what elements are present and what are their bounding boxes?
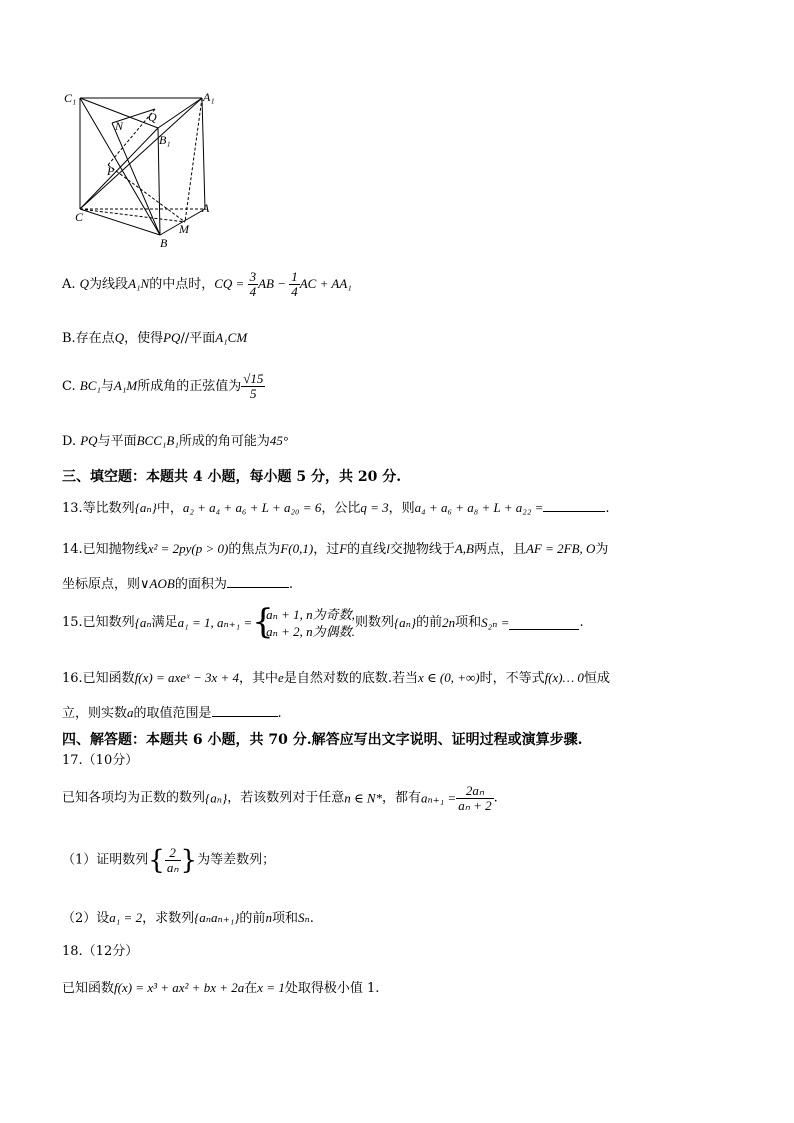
frac-1-4: $\frac{1}{4}$	[291, 269, 298, 299]
answer-blank-13[interactable]	[543, 499, 605, 512]
label-B: B	[160, 236, 168, 250]
question-17-score: 17.（10分）	[62, 753, 139, 768]
option-a: A. Q为线段A₁N的中点时，CQ = $\frac{3}{4}$ AB − $\frac{1}{4}$ AC + AA₁	[62, 269, 352, 299]
vector-cq: CQ	[214, 276, 233, 291]
question-16-line2: 立，则实数a的取值范围是 .	[62, 705, 282, 721]
question-15: 15.已知数列{aₙ满足a₁ = 1, aₙ₊₁ = { aₙ + 1, n为奇数, aₙ + 2, n为偶数. 则数列{aₙ}的前2n项和S₂ₙ = .	[62, 602, 584, 642]
option-c: C. BC₁与A₁M所成角的正弦值为 $\frac{√15}{5}$	[62, 371, 264, 401]
section3-title: 三、填空题：本题共 4 小题，每小题 5 分，共 20 分.	[62, 469, 402, 485]
frac-3-4: $\frac{3}{4}$	[249, 269, 257, 299]
prism-figure	[60, 85, 230, 255]
question-14-line2: 坐标原点，则∨AOB的面积为 .	[62, 576, 293, 592]
question-16: 16.已知函数f(x) = axeˣ − 3x + 4，其中e是自然对数的底数.若当x ∈ (0, +∞)时，不等式f(x)… 0恒成	[62, 670, 610, 686]
label-C1: C₁	[64, 91, 77, 105]
option-d: D. PQ与平面BCC₁B₁所成的角可能为45°	[62, 433, 289, 449]
option-b: B.存在点Q，使得PQ//平面A₁CM	[62, 330, 248, 346]
question-13: 13.等比数列{aₙ}中，a₂ + a₄ + a₆ + L + a₂₀ = 6，公比q = 3，则a₄ + a₆ + a₈ + L + a₂₂ = .	[62, 500, 610, 516]
label-B1: B₁	[159, 133, 171, 147]
question-18-stem: 已知函数f(x) = x³ + ax² + bx + 2a在x = 1处取得极小值 1.	[62, 980, 380, 996]
answer-blank-15[interactable]	[509, 617, 579, 630]
label-C: C	[75, 210, 84, 224]
question-17-part2: （2）设a₁ = 2，求数列{aₙaₙ₊₁}的前n项和Sₙ.	[62, 910, 314, 926]
question-18-score: 18.（12分）	[62, 944, 139, 959]
answer-blank-16[interactable]	[212, 704, 278, 717]
label-Q: Q	[148, 110, 157, 124]
frac-2-over-an: $\frac{2}{\text{aₙ}}$	[166, 845, 179, 875]
recurrence-fraction: $\frac{\text{2aₙ}}{\text{aₙ + 2}}$	[458, 783, 492, 813]
answer-blank-14[interactable]	[227, 575, 289, 588]
label-P: P	[107, 164, 115, 178]
piecewise-definition: { aₙ + 1, n为奇数, aₙ + 2, n为偶数.	[252, 602, 355, 642]
question-14: 14.已知抛物线x² = 2py(p > 0)的焦点为F(0,1)，过F的直线l交抛物线于A,B两点，且AF = 2FB, O为	[62, 541, 609, 557]
label-M: M	[179, 222, 189, 236]
frac-sqrt15-5: $\frac{√15}{5}$	[243, 371, 264, 401]
question-17-stem: 已知各项均为正数的数列{aₙ}，若该数列对于任意n ∈ N*，都有aₙ₊₁ = $\frac{\text{2aₙ}}{\text{aₙ + 2}}$ .	[62, 783, 498, 813]
section4-title: 四、解答题：本题共 6 小题，共 70 分.解答应写出文字说明、证明过程或演算步骤.	[62, 732, 583, 748]
label-A1: A₁	[203, 90, 215, 104]
label-N: N	[115, 119, 124, 133]
label-A: A	[202, 201, 210, 215]
question-17-part1: （1）证明数列{ $\frac{2}{\text{aₙ}}$ }为等差数列；	[62, 845, 276, 876]
